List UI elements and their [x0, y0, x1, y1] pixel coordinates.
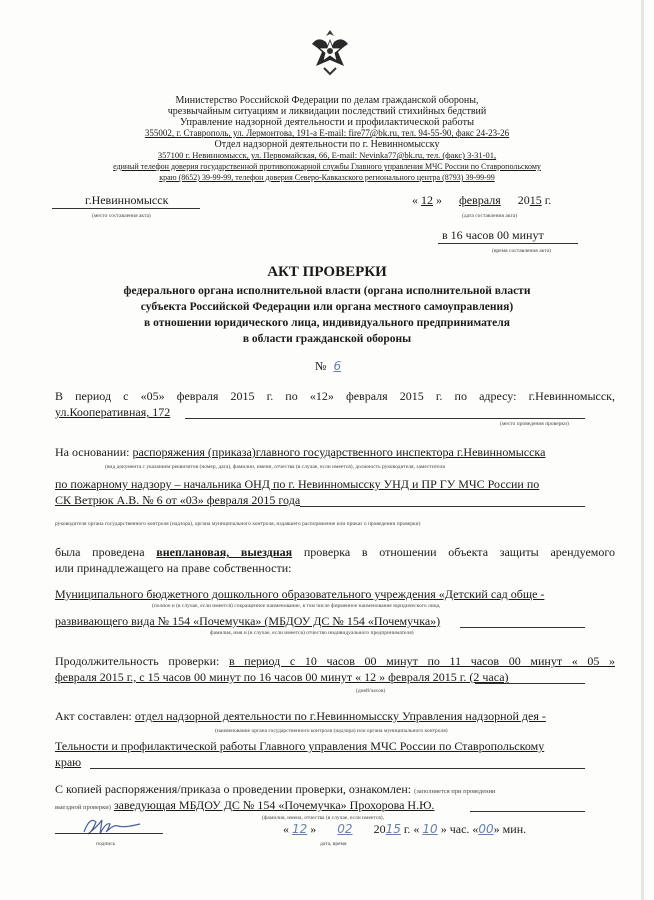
directorate-contacts: 355002, г. Ставрополь, ул. Лермонтова, 191-а E-mail: fire77@bk.ru, тел. 94-55-90, факс 24-23-26	[144, 128, 510, 138]
time-caption: (время составления акта)	[492, 248, 551, 254]
act-date: « 12 » февраля 2015 г.	[412, 193, 552, 207]
basis-caption1: (вид документа с указанием реквизитов (номер, дата), фамилии, имени, отчества (в случае, если имеется), должность руководителя, заместителя	[105, 464, 445, 470]
department-contacts: 357100 г. Невинномысск, ул. Первомайская, 66, E-mail: Nevinka77@bk.ru, тел. (факс) 3-31-01,	[157, 150, 497, 160]
duration-caption: (дней/часов)	[356, 688, 386, 694]
compiled-line2: Тельности и профилактической работы Главного управления МЧС России по Ставропольскому	[55, 739, 545, 753]
place-value: г.Невинномысск	[85, 193, 169, 207]
title-sub-2: субъекта Российской Федерации или органа местного самоуправления)	[140, 301, 514, 313]
signature-caption: подпись	[96, 841, 116, 847]
mchs-emblem-icon	[308, 26, 352, 76]
date-year: 15	[529, 193, 542, 207]
department-name: Отдел надзорной деятельности по г. Невинномысску	[214, 139, 440, 150]
duration-line2: февраля 2015 г., с 15 часов 00 минут по 16 часов 00 минут « 12 » февраля 2015 г. (2 часа)	[55, 670, 509, 684]
ministry-name-line2: чрезвычайным ситуациям и ликвидации последствий стихийных бедствий	[167, 106, 487, 117]
inspection-type: внеплановая, выездная	[156, 545, 293, 559]
period-line2: ул.Кооперативная, 172	[55, 405, 171, 419]
basis-caption2: руководителя органа государственного контроля (надзора), органа муниципального контроля, издавшего распоряжение или приказ о проведении проверки)	[55, 521, 421, 527]
acquainted-line2: выездной проверки) заведующая МБДОУ ДС № 154 «Почемучка» Прохорова Н.Ю.	[55, 798, 435, 812]
ministry-name-line1: Министерство Российской Федерации по делам гражданской обороны,	[175, 95, 479, 106]
signature	[80, 812, 150, 838]
acquainted-line1: С копией распоряжения/приказа о проведении проверки, ознакомлен: (заполняется при проведении	[55, 782, 496, 796]
object-caption1: (полное и (в случае, если имеется) сокращенное наименование, в том числе фирменное наименование юридического лица,	[152, 603, 441, 609]
place-caption: (место составления акта)	[92, 213, 151, 219]
date-month: февраля	[459, 193, 501, 207]
title-sub-4: в области гражданской обороны	[242, 333, 412, 345]
directorate-name: Управление надзорной деятельности и профилактической работы	[179, 117, 475, 128]
compiled-line1: Акт составлен: отдел надзорной деятельности по г.Невинномысску Управления надзорной дея -	[55, 709, 546, 723]
basis-line3: СК Ветрюк А.В. № 6 от «03» февраля 2015 года	[55, 493, 301, 507]
period-caption: (место проведения проверки)	[500, 421, 569, 427]
hotline-line2: краю (8652) 39-99-99, телефон доверия Северо-Кавказского регионального центра (8793) 39-99-99	[159, 173, 495, 182]
object-line1: Муниципального бюджетного дошкольного образовательного учреждения «Детский сад обще -	[55, 587, 545, 601]
compiled-caption: (наименование органа государственного контроля (надзора) или органа муниципального контроля)	[215, 728, 448, 734]
acquainted-person: заведующая МБДОУ ДС № 154 «Почемучка» Прохорова Н.Ю.	[113, 798, 435, 812]
date-time-caption: дата, время	[320, 841, 347, 847]
acquainted-caption: (фамилия, имена, отчества (в случае, если имеется),	[262, 815, 385, 821]
document-title: АКТ ПРОВЕРКИ	[267, 264, 387, 280]
duration-line1: Продолжительность проверки: в период с 10 часов 00 минут по 11 часов 00 минут « 05 »	[55, 654, 616, 668]
date-day: 12	[421, 193, 433, 207]
date-caption: (дата составления акта)	[462, 213, 518, 219]
title-sub-1: федерального органа исполнительной власти (органа исполнительной власти	[123, 285, 531, 297]
title-sub-3: в отношении юридического лица, индивидуального предпринимателя	[144, 317, 510, 329]
object-line2: развивающего вида № 154 «Почемучка» (МБДОУ ДС № 154 «Почемучка»)	[55, 614, 441, 628]
act-number: № 6	[315, 359, 345, 374]
act-number-value: 6	[333, 359, 342, 373]
object-caption2: фамилия, имя и (в случае, если имеется) отчество индивидуального предпринимателя)	[210, 630, 414, 636]
acquainted-date: « 12 » 02 2015 г. « 10 » час. «00» мин.	[283, 822, 527, 836]
conducted-line2: или принадлежащего на праве собственности:	[55, 561, 292, 575]
compiled-line3: краю	[55, 755, 82, 769]
hotline-line1: единый телефон доверия государственной противопожарной службы Главного управления МЧС России по Ставропольскому	[113, 162, 541, 171]
basis-line1: На основании: распоряжения (приказа)главного государственного инспектора г.Невинномысска	[55, 445, 546, 459]
conducted-line1: была проведена внеплановая, выездная проверка в отношении объекта защиты арендуемого	[55, 545, 616, 559]
period-line1: В период с «05» февраля 2015 г. по «12» февраля 2015 г. по адресу: г.Невинномысск,	[55, 389, 615, 403]
time-value: в 16 часов 00 минут	[442, 228, 544, 242]
basis-line2: по пожарному надзору – начальника ОНД по г. Невинномысску УНД и ПР ГУ МЧС России по	[55, 477, 540, 491]
